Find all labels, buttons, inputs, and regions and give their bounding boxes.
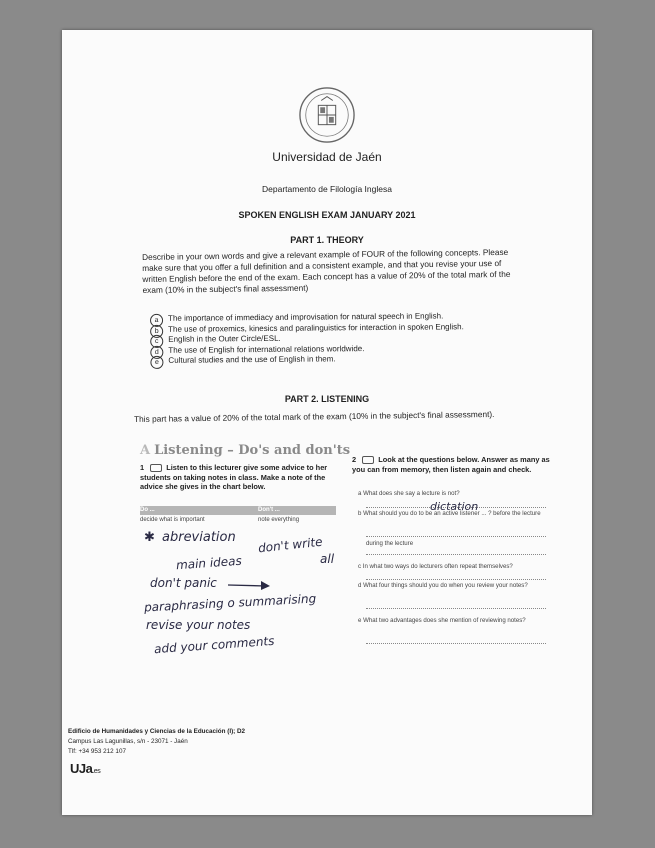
section-title: Listening – Do's and don'ts: [154, 443, 351, 458]
footer-campus: Campus Las Lagunillas, s/n - 23071 - Jaén: [68, 738, 188, 745]
answer-line: [366, 608, 546, 609]
audio-icon: [150, 464, 162, 472]
item-text: What two advantages does she mention of reviewing notes?: [363, 617, 526, 624]
item-text: In what two ways do lecturers often repeat themselves?: [362, 563, 513, 570]
concept-list: [148, 311, 528, 367]
question-number: 2: [352, 455, 357, 464]
question-number: 1: [140, 463, 145, 472]
logo-text: UJa: [70, 761, 93, 776]
circled-letter: e: [150, 356, 163, 369]
concept-item: [148, 353, 528, 367]
column-dont: Don't ...: [258, 507, 280, 513]
department-name: Departamento de Filología Inglesa: [262, 184, 392, 194]
concept-text: The use of English for international relations worldwide.: [168, 343, 365, 355]
item-text: during the lecture: [366, 540, 414, 547]
part1-title: PART 1. THEORY: [290, 235, 364, 245]
handwritten-answer: don't panic: [150, 576, 217, 590]
concept-text: The use of proxemics, kinesics and paralinguistics for interaction in spoken English.: [168, 321, 464, 334]
question-2-text: Look at the questions below. Answer as many as you can from memory, then listen again and check.: [352, 455, 550, 474]
handwritten-answer: add your comments: [153, 633, 275, 657]
handwritten-answer: main ideas: [175, 553, 243, 573]
question-item: [358, 490, 548, 498]
item-text: What does she say a lecture is not?: [363, 490, 460, 497]
question-2: [352, 455, 552, 474]
section-letter: A: [140, 443, 151, 458]
concept-text: English in the Outer Circle/ESL.: [168, 333, 281, 344]
handwritten-answer: abreviation: [162, 530, 236, 545]
concept-text: Cultural studies and the use of English in them.: [168, 354, 336, 365]
answer-line: [366, 554, 546, 555]
answer-line: [366, 643, 546, 644]
question-item: [358, 582, 548, 590]
item-letter: c: [358, 563, 362, 570]
item-text: What should you do to be an active listener ... ? before the lecture: [363, 510, 541, 517]
footer-address: [68, 727, 368, 757]
handwritten-answer: revise your notes: [146, 618, 251, 632]
answer-line: [366, 536, 546, 537]
handwritten-answer: don't write: [257, 534, 324, 556]
handwritten-answer: paraphrasing o summarising: [143, 591, 317, 615]
footer-building: Edificio de Humanidades y Ciencias de la Educación (I); D2: [68, 728, 246, 735]
column-do: Do ...: [140, 507, 155, 513]
item-letter: d: [358, 582, 362, 589]
item-letter: a: [358, 490, 362, 497]
question-item: [366, 540, 556, 548]
exam-title: SPOKEN ENGLISH EXAM JANUARY 2021: [238, 210, 416, 220]
question-1: [140, 463, 340, 492]
question-1-text: Listen to this lecturer give some advice to her students on taking notes in class. Make a note of the advice she gives in the chart below.: [140, 463, 328, 491]
concept-text: The importance of immediacy and improvisation for natural speech in English.: [167, 311, 444, 323]
bullet-scribble-icon: ✱: [144, 530, 155, 545]
example-dont: note everything: [258, 517, 300, 523]
circled-letter: d: [150, 345, 163, 358]
part1-instructions: Describe in your own words and give a relevant example of FOUR of the following concepts. Please make sure that you offer a full definition and a consistent example, and that you revise your use of written English before the end of the exam. Each concept has a value of 20% of the total mark of the exam (10% in the subject's final assessment): [142, 246, 511, 295]
item-letter: b: [358, 510, 362, 517]
example-do: decide what is important: [140, 517, 205, 523]
notes-chart-header: [140, 506, 336, 515]
item-text: What four things should you do when you review your notes?: [363, 582, 528, 589]
item-letter: e: [358, 617, 362, 624]
exam-page: [62, 30, 592, 815]
footer-logo: [70, 761, 100, 776]
listening-section-heading: [140, 443, 350, 458]
part2-title: PART 2. LISTENING: [284, 394, 370, 404]
audio-icon: [362, 456, 374, 464]
part2-instructions: This part has a value of 20% of the total mark of the exam (10% in the subject's final assessment).: [134, 408, 495, 424]
footer-phone: Tlf: +34 953 212 107: [68, 748, 126, 755]
circled-letter: b: [150, 324, 163, 337]
logo-suffix: .es: [92, 768, 101, 775]
circled-letter: a: [150, 314, 163, 327]
university-name: Universidad de Jaén: [272, 150, 382, 164]
circled-letter: c: [150, 335, 163, 348]
university-seal-icon: [298, 86, 356, 144]
arrow-right-icon: [228, 579, 272, 591]
handwritten-answer: all: [320, 552, 335, 566]
question-item: [358, 617, 548, 625]
question-item: [358, 563, 548, 571]
handwritten-answer: dictation: [430, 500, 479, 513]
answer-line: [366, 579, 546, 580]
